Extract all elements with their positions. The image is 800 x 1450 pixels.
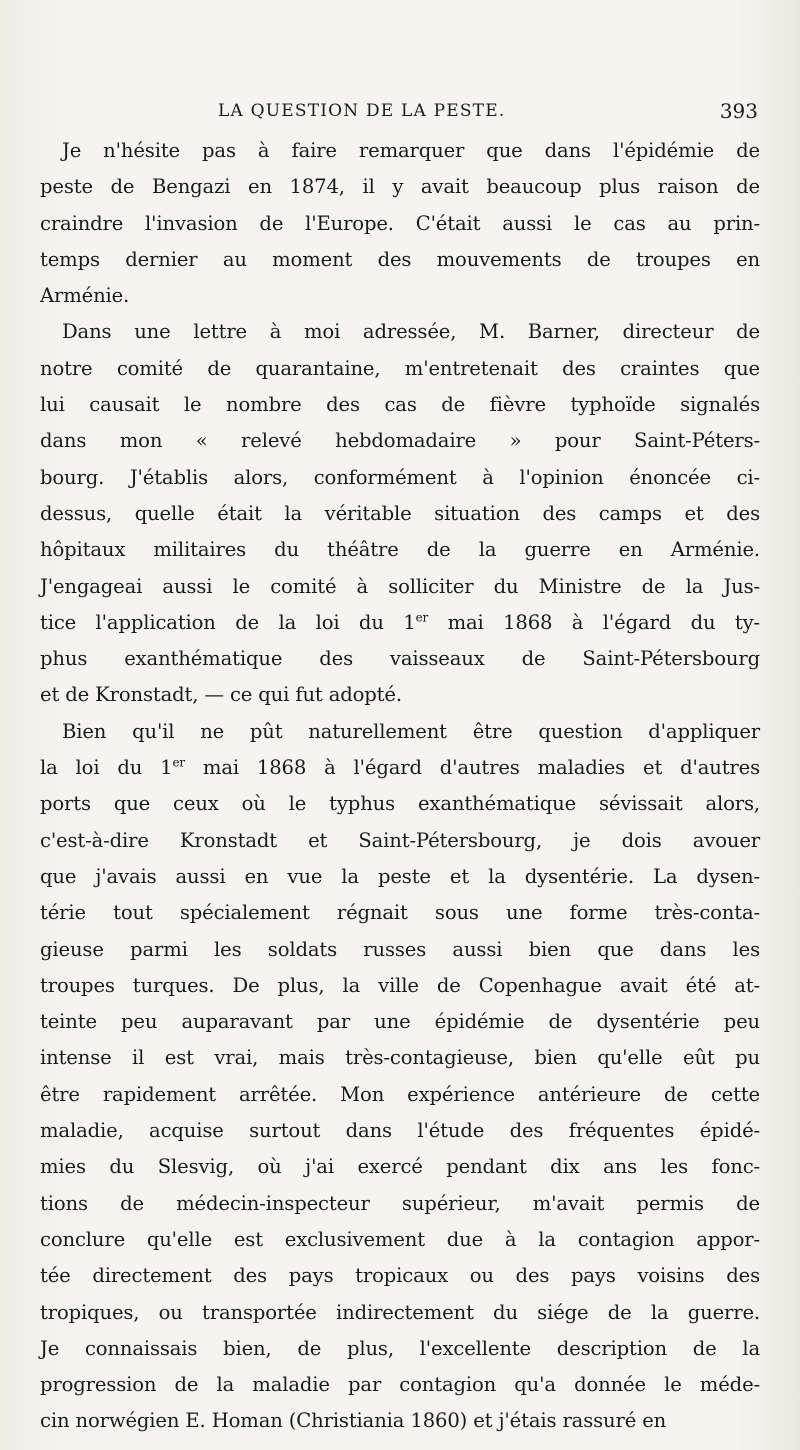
text-line: J'engageai aussi le comité à solliciter du Ministre de la Jus- — [40, 574, 760, 598]
text-line: térie tout spécialement régnait sous une forme très-conta- — [40, 901, 760, 925]
text-line: tice l'application de la loi du 1er mai 1868 à l'égard du ty- — [40, 610, 760, 634]
text-line: craindre l'invasion de l'Europe. C'était aussi le cas au prin- — [40, 211, 760, 235]
text-line: tée directement des pays tropicaux ou des pays voisins des — [40, 1264, 760, 1288]
text-line: mies du Slesvig, où j'ai exercé pendant dix ans les fonc- — [40, 1155, 760, 1179]
text-line: cin norwégien E. Homan (Christiania 1860) et j'étais rassuré en — [40, 1409, 667, 1433]
text-line: être rapidement arrêtée. Mon expérience antérieure de cette — [40, 1082, 760, 1106]
text-line: dans mon « relevé hebdomadaire » pour Saint-Péters- — [40, 429, 760, 453]
text-line: c'est-à-dire Kronstadt et Saint-Pétersbourg, je dois avouer — [40, 828, 760, 852]
text-line: teinte peu auparavant par une épidémie de dysentérie peu — [40, 1010, 760, 1034]
text-line: Bien qu'il ne pût naturellement être question d'appliquer — [62, 719, 760, 743]
text-line: que j'avais aussi en vue la peste et la dysentérie. La dysen- — [40, 864, 760, 888]
text-line: hôpitaux militaires du théâtre de la guerre en Arménie. — [40, 538, 760, 562]
text-line: temps dernier au moment des mouvements de troupes en — [40, 247, 760, 271]
text-line: lui causait le nombre des cas de fièvre typhoïde signalés — [40, 393, 760, 417]
text-line: Dans une lettre à moi adressée, M. Barner, directeur de — [62, 320, 760, 344]
paragraph-container — [40, 133, 760, 1440]
text-line: progression de la maladie par contagion qu'a donnée le méde- — [40, 1373, 760, 1397]
running-head — [40, 96, 760, 126]
text-line: ports que ceux où le typhus exanthématique sévissait alors, — [40, 792, 760, 816]
paragraph — [40, 314, 760, 713]
text-line: et de Kronstadt, — ce qui fut adopté. — [40, 683, 402, 707]
text-line: troupes turques. De plus, la ville de Copenhague avait été at- — [40, 973, 760, 997]
text-line: tropiques, ou transportée indirectement du siége de la guerre. — [40, 1300, 760, 1324]
running-title: LA QUESTION DE LA PESTE. — [218, 101, 506, 121]
body-text — [40, 133, 760, 1440]
text-line: gieuse parmi les soldats russes aussi bien que dans les — [40, 937, 760, 961]
text-line: Je n'hésite pas à faire remarquer que dans l'épidémie de — [62, 139, 760, 162]
text-line: dessus, quelle était la véritable situation des camps et des — [40, 501, 760, 525]
text-line: maladie, acquise surtout dans l'étude des fréquentes épidé- — [40, 1119, 760, 1143]
text-line: la loi du 1er mai 1868 à l'égard d'autres maladies et d'autres — [40, 755, 760, 780]
text-line: Arménie. — [40, 284, 130, 308]
text-line: phus exanthématique des vaisseaux de Saint-Pétersbourg — [40, 647, 760, 671]
text-line: intense il est vrai, mais très-contagieuse, bien qu'elle eût pu — [40, 1046, 760, 1070]
text-line: bourg. J'établis alors, conformément à l'opinion énoncée ci- — [40, 465, 760, 489]
text-line: peste de Bengazi en 1874, il y avait beaucoup plus raison de — [40, 175, 760, 199]
page-number: 393 — [719, 99, 758, 123]
text-line: Je connaissais bien, de plus, l'excellente description de la — [40, 1336, 760, 1360]
text-line: tions de médecin-inspecteur supérieur, m'avait permis de — [40, 1191, 760, 1215]
paragraph — [40, 133, 760, 314]
text-line: notre comité de quarantaine, m'entretenait des craintes que — [40, 356, 760, 380]
text-line: conclure qu'elle est exclusivement due à la contagion appor- — [40, 1227, 760, 1251]
paragraph — [40, 714, 760, 1440]
